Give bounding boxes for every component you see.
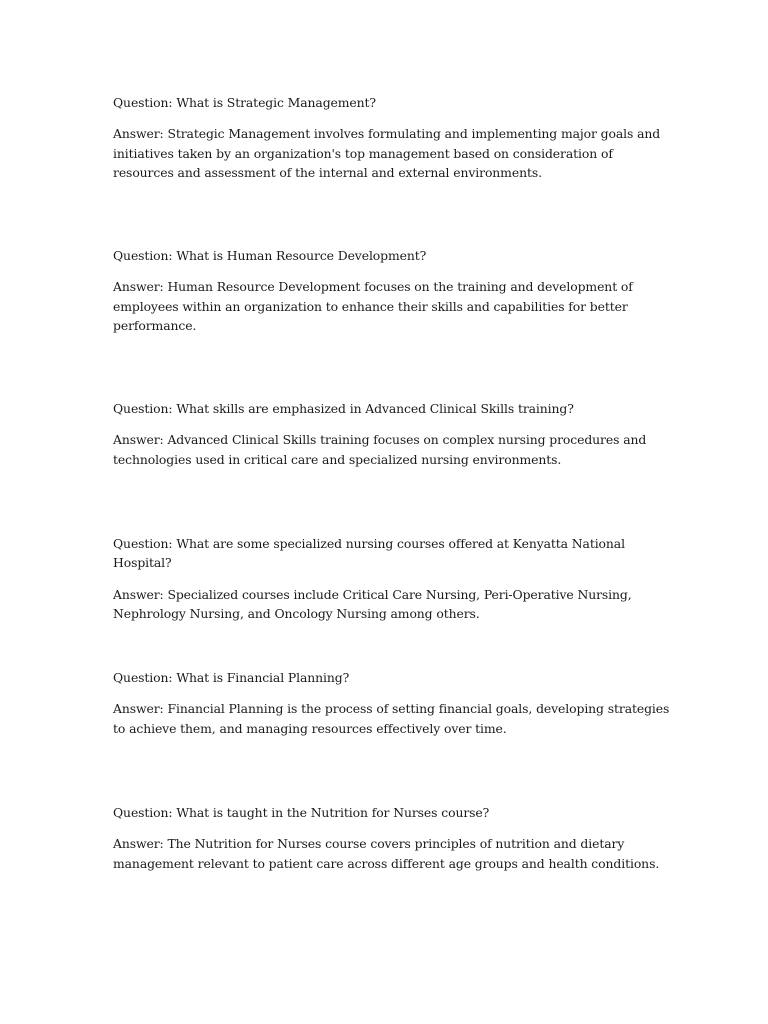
question-text: Question: What is Financial Planning? <box>113 670 350 685</box>
qa-item-human-resource-development <box>113 246 673 336</box>
question-text: Question: What skills are emphasized in Advanced Clinical Skills training? <box>113 401 574 416</box>
qa-item-specialized-nursing-courses <box>113 534 673 624</box>
question-text: Question: What is Human Resource Development? <box>113 248 427 263</box>
answer-text: Answer: Human Resource Development focuses on the training and development of employees within an organization to enhance their skills and capabilities for better performance. <box>113 279 633 334</box>
answer-text: Answer: Financial Planning is the process of setting financial goals, developing strategies to achieve them, and managing resources effectively over time. <box>113 701 670 736</box>
answer-text: Answer: Advanced Clinical Skills training focuses on complex nursing procedures and technologies used in critical care and specialized nursing environments. <box>113 432 647 467</box>
question-text: Question: What is Strategic Management? <box>113 95 376 110</box>
qa-item-financial-planning <box>113 668 673 738</box>
answer-text: Answer: The Nutrition for Nurses course covers principles of nutrition and dietary management relevant to patient care across different age groups and health conditions. <box>113 836 660 871</box>
answer-text: Answer: Specialized courses include Critical Care Nursing, Peri-Operative Nursing, Nephrology Nursing, and Oncology Nursing among others. <box>113 586 632 622</box>
question-text: Question: What is taught in the Nutrition for Nurses course? <box>113 805 490 820</box>
qa-item-advanced-clinical-skills <box>113 399 673 469</box>
qa-item-strategic-management <box>113 93 673 183</box>
qa-item-nutrition-for-nurses <box>113 803 673 873</box>
question-text: Question: What are some specialized nursing courses offered at Kenyatta National Hospital? <box>113 536 625 571</box>
answer-text: Answer: Strategic Management involves formulating and implementing major goals and initiatives taken by an organization's top management based on consideration of resources and assessment of the internal and external environments. <box>113 126 661 181</box>
